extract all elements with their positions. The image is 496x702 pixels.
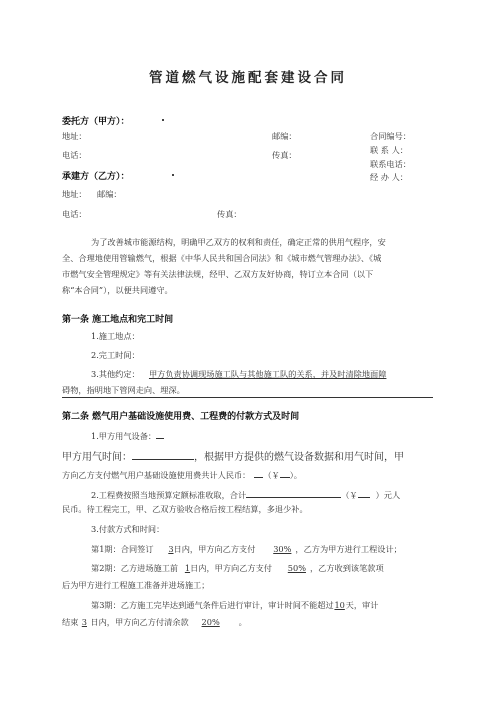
usage-fee-yen-blank (280, 468, 290, 478)
gas-equipment-blank (156, 429, 164, 439)
intro-line: 为了改善城市能源结构，明确甲乙双方的权利和责任，确定正常的供用气程序，安 (91, 237, 386, 247)
usage-fee-blank (254, 468, 263, 478)
payment-3-audit-days: 10 (334, 600, 345, 610)
payment-period-2-line-2: 后为甲方进行工程施工准备并进场施工； (62, 580, 210, 590)
party-b-phone-label: 电话： (62, 209, 87, 219)
payment-3-percent: 20% (201, 617, 220, 627)
party-b-address-label: 地址： (62, 189, 87, 199)
intro-line: 全、合理地使用管输燃气，根据《中华人民共和国合同法》和《城市燃气管理办法》、《城 (62, 253, 382, 263)
engineering-fee-text: 2.工程费按照当地预算定额标准收取，合计 (91, 490, 247, 500)
party-a-postcode-label: 邮编： (272, 131, 297, 141)
payment-3-end: 。 (238, 617, 247, 627)
payment-period-3-line-2 (62, 617, 247, 628)
gas-time-label: 甲方用气时间： (62, 452, 132, 463)
payment-1-text: 日内，甲方向乙方支付 (173, 544, 256, 554)
payment-1-desc: ，乙方为甲方进行工程设计； (295, 544, 402, 554)
intro-line: 市燃气安全管理规定》等有关法律法规，经甲、乙双方友好协商，特订立本合同（以下 (62, 269, 374, 279)
intro-line: 称“本合同”），以便共同遵守。 (62, 285, 173, 295)
party-a-contact-phone-label: 联系电话： (370, 159, 411, 169)
article-2-item-3: 3.付款方式和时间： (91, 524, 165, 534)
payment-2-desc: ，乙方收到该笔款项 (309, 563, 384, 573)
page-title: 管道燃气设施配套建设合同 (149, 70, 347, 86)
payment-2-text: 日内，甲方向乙方支付 (190, 563, 272, 573)
payment-period-1 (91, 544, 402, 555)
gas-time-line (62, 448, 404, 463)
payment-1-label: 第1期：合同签订 (91, 544, 154, 554)
article-2-item-2 (91, 488, 400, 501)
article-2-heading: 第二条 燃气用户基础设施使用费、工程费的付款方式及时间 (62, 412, 300, 422)
usage-fee-line (62, 468, 302, 481)
engineering-fee-yen-blank (358, 488, 370, 498)
article-1-heading: 第一条 施工地点和完工时间 (62, 315, 174, 325)
article-1-item-2: 2.完工时间： (91, 350, 140, 360)
payment-1-days: 3 (168, 544, 174, 554)
payment-2-percent: 50% (287, 563, 306, 573)
payment-3-label: 第3期：乙方施工完毕达到通气条件后进行审计，审计时间不能超过 (91, 600, 334, 610)
gas-equipment-label: 1.甲方用气设备： (91, 431, 157, 441)
payment-3-days: 3 (81, 617, 87, 627)
payment-3-end-label: 结束 (62, 617, 79, 627)
gas-time-text: ，根据甲方提供的燃气设备数据和用气时间，甲 (194, 452, 404, 463)
payment-3-text: 天，审计 (345, 600, 379, 610)
article-1-item-3-line-2: 碍物，指明地下管网走向、埋深。 (62, 385, 433, 398)
party-b-postcode-label: 邮编： (97, 189, 122, 199)
party-a-phone-label: 电话： (62, 150, 87, 160)
usage-fee-close: ）。 (289, 470, 302, 480)
gas-time-blank (132, 450, 194, 460)
party-a-fax-label: 传真： (272, 150, 297, 160)
engineering-fee-unit: ）元人 (375, 490, 401, 500)
payment-2-label: 第2期：乙方进场施工前 (91, 563, 179, 573)
engineering-fee-blank (246, 488, 341, 498)
party-a-heading: 委托方（甲方）： (62, 117, 130, 127)
payment-period-3 (91, 600, 378, 611)
usage-fee-text: 方向乙方支付燃气用户基础设施使用费共计人民币： (62, 470, 251, 480)
contract-no-label: 合同编号： (370, 131, 411, 141)
payment-period-2 (91, 563, 384, 574)
usage-fee-yen: （￥ (263, 470, 280, 480)
party-b-handler-label: 经 办 人： (370, 172, 408, 182)
article-2-item-2-line-2: 民币。待工程完工，甲、乙双方验收合格后按工程结算，多退少补。 (62, 504, 308, 514)
party-b-fax-label: 传真： (217, 209, 242, 219)
mark-dot (162, 119, 164, 121)
article-1-item-3-prefix: 3.其他约定： (91, 369, 140, 379)
article-1-item-3-text: 甲方负责协调现场施工队与其他施工队的关系，并及时清除地面障 (148, 369, 387, 379)
engineering-fee-yen: （￥ (341, 490, 358, 500)
payment-1-percent: 30% (273, 544, 292, 554)
article-1-item-1: 1.施工地点： (91, 331, 140, 341)
party-a-contact-label: 联 系 人： (370, 145, 408, 155)
party-b-heading: 承建方（乙方）： (62, 172, 130, 182)
payment-2-days: 1 (184, 563, 191, 573)
article-2-item-1 (91, 429, 164, 442)
party-a-address-label: 地址： (62, 131, 87, 141)
mark-dot (172, 174, 174, 176)
article-1-item-3 (91, 369, 386, 380)
payment-3-text-2: 日内，甲方向乙方付清余款 (90, 617, 189, 627)
